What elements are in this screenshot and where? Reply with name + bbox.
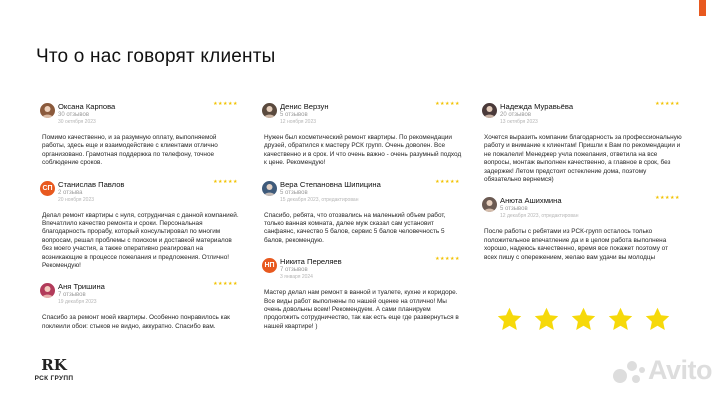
review-header <box>36 278 246 304</box>
user-photo-icon <box>262 181 277 196</box>
review-card <box>258 253 468 331</box>
review-date: 12 декабря 2023, отредактирован <box>500 213 579 220</box>
review-count: 5 отзывов <box>500 206 528 213</box>
review-rating-stars: ★★★★★ <box>213 101 238 107</box>
review-count: 5 отзывов <box>280 112 308 118</box>
review-header <box>258 253 468 279</box>
review-author: Вера Степановна Шипицина <box>280 179 381 189</box>
review-text: Спасибо, ребята, что отозвались на маленький объем работ, только ванная комната, далее муж сказал сам установит санфаянс, качество 5 балов, сервис 5 балов человечность 5 балов, рекомендую. <box>264 211 446 244</box>
review-card <box>478 98 688 184</box>
review-rating-stars: ★★★★★ <box>435 178 460 185</box>
avatar <box>482 197 497 212</box>
review-author: Денис Верзун <box>280 102 329 111</box>
review-date: 30 октября 2023 <box>58 119 96 125</box>
avatar: НП <box>262 258 277 273</box>
company-logo <box>34 358 74 382</box>
review-text: Мастер делал нам ремонт в ванной и туалете, кухне и коридоре. Все виды работ выполнены по нашей оценке на отлично! Мы очень довольны всем! Рекомендуем. А сами планируем продолжить сотрудничество, так как есть еще где развернуться в нашей квартире! ) <box>264 289 459 330</box>
user-photo-icon <box>482 197 497 212</box>
avito-watermark <box>612 355 712 386</box>
avatar <box>40 283 55 298</box>
review-rating-stars: ★★★★★ <box>435 256 460 263</box>
review-author: Никита Переляев <box>280 257 342 267</box>
review-header <box>478 98 688 124</box>
review-rating-stars: ★★★★★ <box>655 195 680 202</box>
review-header <box>36 98 246 124</box>
review-date: 13 октября 2023 <box>500 119 538 125</box>
avatar <box>482 103 497 118</box>
review-text: После работы с ребятами из РСК-групп осталось только положительное впечатление да и в целом работа выполнена хорошо, надеюсь качественно, время все покажет поэтому от всех пишу с опережением, желаю вам удачи вы молодцы <box>484 228 669 261</box>
review-date: 12 ноября 2023 <box>280 119 317 125</box>
review-text: Хочется выразить компании благодарность за профессиональную работу и внимание к клиентам! Пришли к Вам по рекомендации и не пожалели! Менеджер учла пожелания, ответила на все вопросы, монтаж выполнен качественно, а главное в срок, без задержек! Летом предстоит остекление дома, поэтому обязательно вернемся) <box>484 134 682 184</box>
reviews-column-3 <box>478 98 688 262</box>
review-header <box>258 98 468 124</box>
big-rating-stars <box>496 306 671 333</box>
avito-logo-icon <box>612 356 646 386</box>
review-rating-stars: ★★★★★ <box>213 281 238 288</box>
review-author: Надежда Муравьёва <box>500 102 574 111</box>
review-card <box>36 98 246 168</box>
review-date: 15 декабря 2023, отредактирован <box>280 196 359 203</box>
review-count: 7 отзывов <box>280 267 308 274</box>
review-author: Станислав Павлов <box>58 179 125 189</box>
review-text: Помимо качественно, и за разумную оплату, выполняемой работы, здесь еще и взаимодействие с клиентами отлично организовано. Грамотная поддержка по телефону, точное соблюдение сроков. <box>42 134 218 167</box>
review-rating-stars: ★★★★★ <box>435 101 460 107</box>
review-card <box>478 192 688 262</box>
corner-accent <box>699 0 706 16</box>
big-star-icon <box>533 306 560 333</box>
review-text: Делал ремонт квартиры с нуля, сотрудничая с данной компанией. Впечатлило качество ремонта и сроки. Персональная благодарность прорабу, который консультировал по многим вопросам, решал проблемы с поиском и доставкой материалов без моего участия, а также оперативно реагировал на возникающие в процессе пожелания и предложения. Отлично! Рекомендую! <box>42 211 239 270</box>
review-author: Оксана Карпова <box>58 102 116 111</box>
review-rating-stars: ★★★★★ <box>213 178 238 185</box>
review-count: 2 отзыва <box>58 189 83 196</box>
review-count: 7 отзывов <box>58 292 86 299</box>
logo-text: РСК ГРУПП <box>34 375 74 382</box>
review-text: Нужен был косметический ремонт квартиры. По рекомендации друзей, обратился к мастеру РСК групп. Очень доволен. Все качественно и в срок. И что очень важно - очень разумный подход к цене. Рекомендую! <box>264 134 462 167</box>
user-photo-icon <box>482 103 497 118</box>
review-header <box>478 192 688 218</box>
big-star-icon <box>644 306 671 333</box>
avatar <box>40 103 55 118</box>
review-card <box>258 98 468 168</box>
review-date: 19 декабря 2023 <box>58 299 97 306</box>
review-date: 20 ноября 2023 <box>58 196 95 203</box>
reviews-column-1 <box>36 98 246 331</box>
review-author: Анюта Ашихмина <box>500 196 562 206</box>
avatar <box>262 181 277 196</box>
big-star-icon <box>496 306 523 333</box>
review-header <box>258 176 468 202</box>
logo-mark: RK <box>41 356 67 374</box>
review-date: 3 января 2024 <box>280 274 313 281</box>
big-star-icon <box>607 306 634 333</box>
review-author: Аня Тришина <box>58 282 105 292</box>
user-photo-icon <box>262 103 277 118</box>
avito-watermark-text: Avito <box>648 355 712 385</box>
review-rating-stars: ★★★★★ <box>655 101 680 107</box>
avatar <box>262 103 277 118</box>
review-header <box>36 176 246 202</box>
user-photo-icon <box>40 103 55 118</box>
review-card <box>36 176 246 271</box>
big-star-icon <box>570 306 597 333</box>
review-text: Спасибо за ремонт моей квартиры. Особенно понравилось как поклеили обои: стыков не видно, аккуратно. Спасибо вам. <box>42 314 230 330</box>
user-photo-icon <box>40 283 55 298</box>
review-count: 20 отзывов <box>500 112 532 118</box>
page-title: Что о нас говорят клиенты <box>36 46 276 67</box>
review-card <box>36 278 246 331</box>
reviews-column-2 <box>258 98 468 331</box>
avatar: СП <box>40 181 55 196</box>
review-card <box>258 176 468 246</box>
review-count: 5 отзывов <box>280 189 308 196</box>
review-count: 30 отзывов <box>58 112 90 118</box>
